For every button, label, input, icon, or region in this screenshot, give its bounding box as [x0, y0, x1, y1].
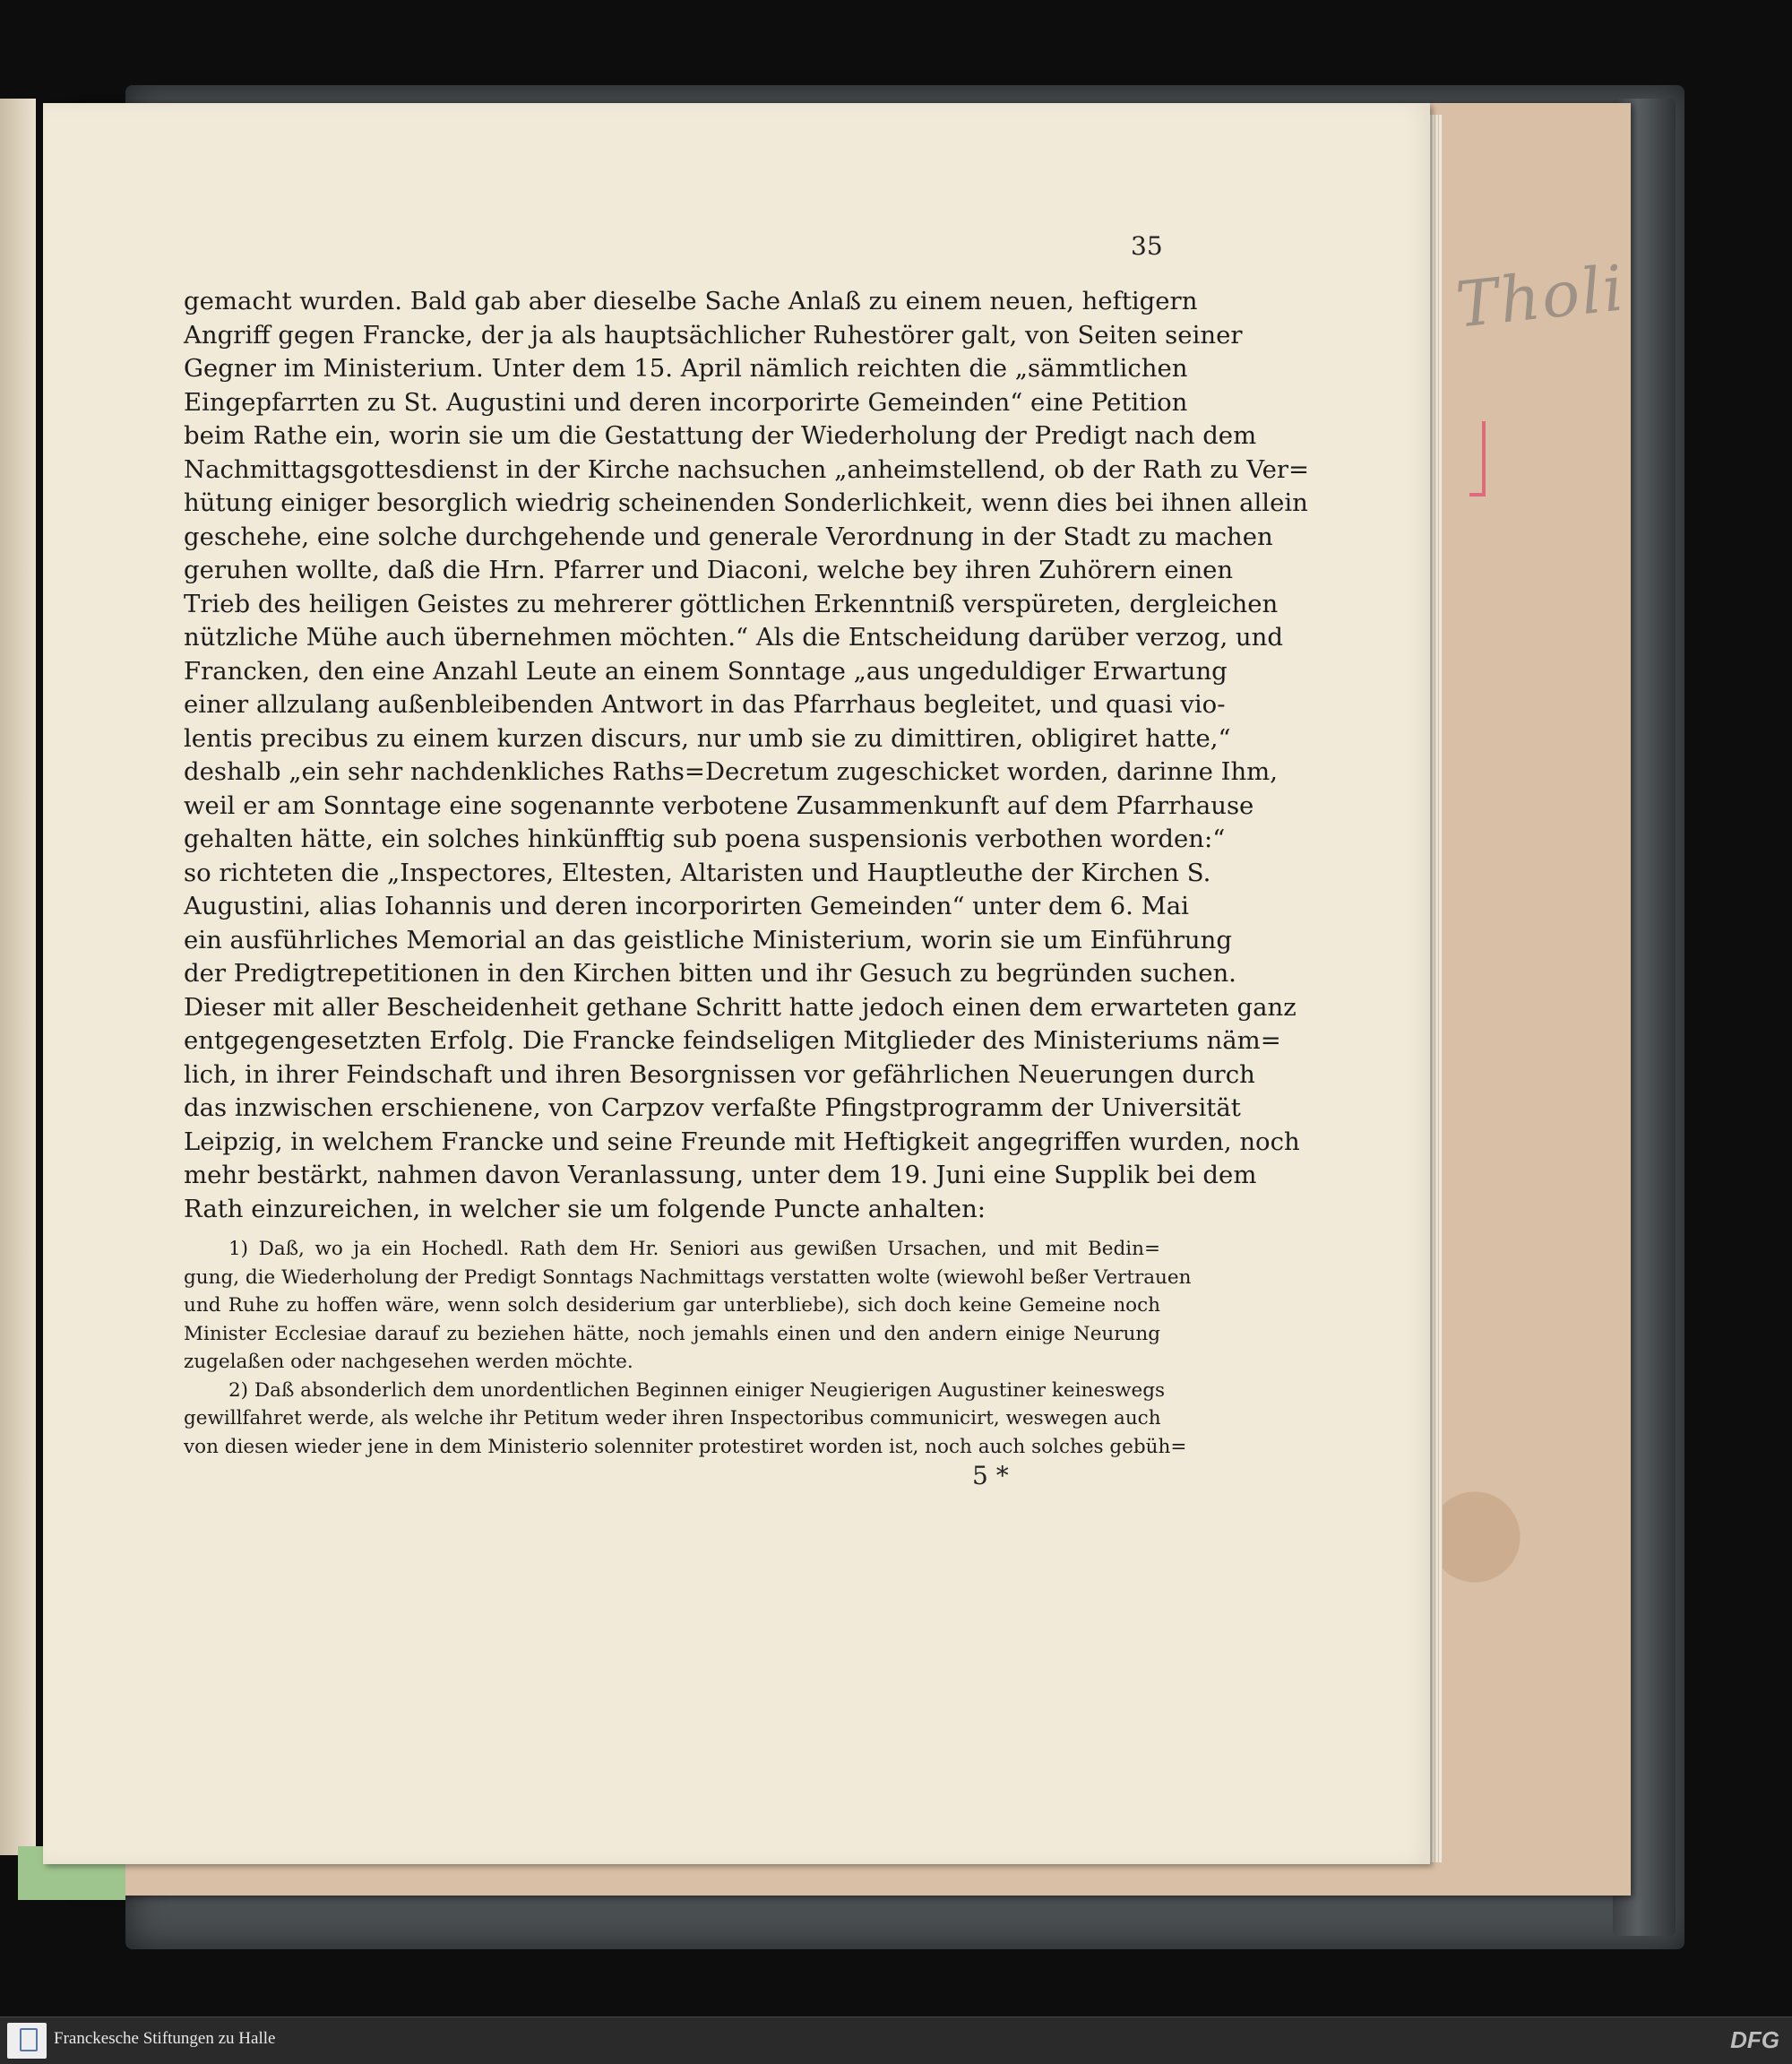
text-line: Angriff gegen Francke, der ja als hauptsächlicher Ruhestörer galt, von Seiten seiner — [184, 320, 1243, 350]
text-line: geschehe, eine solche durchgehende und generale Verordnung in der Stadt zu machen — [184, 522, 1273, 551]
text-line: Francken, den eine Anzahl Leute an einem Sonntage „aus ungeduldiger Erwartung — [184, 656, 1228, 686]
text-line: gemacht wurden. Bald gab aber dieselbe Sache Anlaß zu einem neuen, heftigern — [184, 287, 1198, 315]
quote-line: zugelaßen oder nachgesehen werden möchte. — [184, 1351, 633, 1373]
quote-line: Minister Ecclesiae darauf zu beziehen hätte, noch jemahls einen und den andern einige Neurung — [184, 1322, 1160, 1345]
previous-page-edge — [0, 99, 36, 1855]
quote-line: gung, die Wiederholung der Predigt Sonntags Nachmittags verstatten wolte (wiewohl beßer Vertrauen — [184, 1265, 1192, 1289]
text-line: entgegengesetzten Erfolg. Die Francke feindseligen Mitglieder des Ministeriums näm= — [184, 1026, 1281, 1055]
text-line: Eingepfarrten zu St. Augustini und deren incorporirte Gemeinden“ eine Petition — [184, 387, 1188, 417]
text-line: lich, in ihrer Feindschaft und ihren Besorgnissen vor gefährlichen Neuerungen durch — [184, 1059, 1255, 1089]
page-number: 35 — [1131, 231, 1163, 261]
text-line: mehr bestärkt, nahmen davon Veranlassung, unter dem 19. Juni eine Supplik bei dem — [184, 1161, 1257, 1189]
quote-line: von diesen wieder jene in dem Ministerio solenniter protestiret worden ist, noch auch solches gebüh= — [184, 1435, 1187, 1458]
viewer-footer — [0, 2017, 1792, 2064]
text-line: Trieb des heiligen Geistes zu mehrerer göttlichen Erkenntniß verspüreten, dergleichen — [184, 589, 1279, 618]
text-line: lentis precibus zu einem kurzen discurs, nur umb sie zu dimittiren, obligiret hatte,“ — [184, 723, 1231, 753]
text-line: so richteten die „Inspectores, Eltesten, Altaristen und Hauptleuthe der Kirchen S. — [184, 858, 1211, 887]
text-line: Nachmittagsgottesdienst in der Kirche nachsuchen „anheimstellend, ob der Rath zu Ver= — [184, 454, 1310, 484]
text-line: Leipzig, in welchem Francke und seine Freunde mit Heftigkeit angegriffen wurden, noch — [184, 1127, 1300, 1156]
quote-line: 2) Daß absonderlich dem unordentlichen Beginnen einiger Neugierigen Augustiner keineswegs — [228, 1378, 1166, 1402]
body-text — [184, 285, 1310, 1461]
text-line: deshalb „ein sehr nachdenkliches Raths=Decretum zugeschicket worden, darinne Ihm, — [184, 757, 1278, 786]
text-line: gehalten hätte, ein solches hinkünfftig sub poena suspensionis verbothen worden:“ — [184, 825, 1226, 853]
quote-line: und Ruhe zu hoffen wäre, wenn solch desiderium gar unterbliebe), sich doch keine Gemeine noch — [184, 1294, 1160, 1317]
text-line: einer allzulang außenbleibenden Antwort in das Pfarrhaus begleitet, und quasi vio- — [184, 690, 1226, 719]
institution-name[interactable]: Franckesche Stiftungen zu Halle — [54, 2029, 276, 2048]
pencil-margin-note: Tholi — [1452, 251, 1629, 342]
text-line: hütung einiger besorglich wiedrig scheinenden Sonderlichkeit, wenn dies bei ihnen allein — [184, 488, 1308, 517]
text-line: Rath einzureichen, in welcher sie um folgende Puncte anhalten: — [184, 1194, 986, 1223]
text-line: Dieser mit aller Bescheidenheit gethane Schritt hatte jedoch einen dem erwarteten ganz — [184, 992, 1297, 1022]
sheet-signature: 5 * — [972, 1461, 1009, 1490]
text-line: geruhen wollte, daß die Hrn. Pfarrer und Diaconi, welche bey ihren Zuhörern einen — [184, 556, 1234, 584]
quoted-petition — [184, 1235, 1192, 1461]
institution-logo-icon — [7, 2023, 47, 2059]
dfg-logo: DFG — [1730, 2026, 1779, 2053]
text-line: ein ausführliches Memorial an das geistliche Ministerium, worin sie um Einführung — [184, 925, 1232, 954]
text-line: Gegner im Ministerium. Unter dem 15. April nämlich reichten die „sämmtlichen — [184, 354, 1188, 383]
red-bracket-mark — [1469, 421, 1486, 497]
quote-line: 1) Daß, wo ja ein Hochedl. Rath dem Hr. Seniori aus gewißen Ursachen, und mit Bedin= — [228, 1238, 1160, 1260]
quote-line: gewillfahret werde, als welche ihr Petitum weder ihren Inspectoribus communicirt, weswegen auch — [184, 1407, 1161, 1429]
text-line: nützliche Mühe auch übernehmen möchten.“ Als die Entscheidung darüber verzog, und — [184, 623, 1283, 652]
text-line: der Predigtrepetitionen in den Kirchen bitten und ihr Gesuch zu begründen suchen. — [184, 959, 1236, 988]
text-line: Augustini, alias Iohannis und deren incorporirten Gemeinden“ unter dem 6. Mai — [184, 892, 1189, 920]
text-line: beim Rathe ein, worin sie um die Gestattung der Wiederholung der Predigt nach dem — [184, 421, 1257, 450]
text-line: weil er am Sonntage eine sogenannte verbotene Zusammenkunft auf dem Pfarrhause — [184, 790, 1254, 820]
text-line: das inzwischen erschienene, von Carpzov verfaßte Pfingstprogramm der Universität — [184, 1093, 1241, 1122]
